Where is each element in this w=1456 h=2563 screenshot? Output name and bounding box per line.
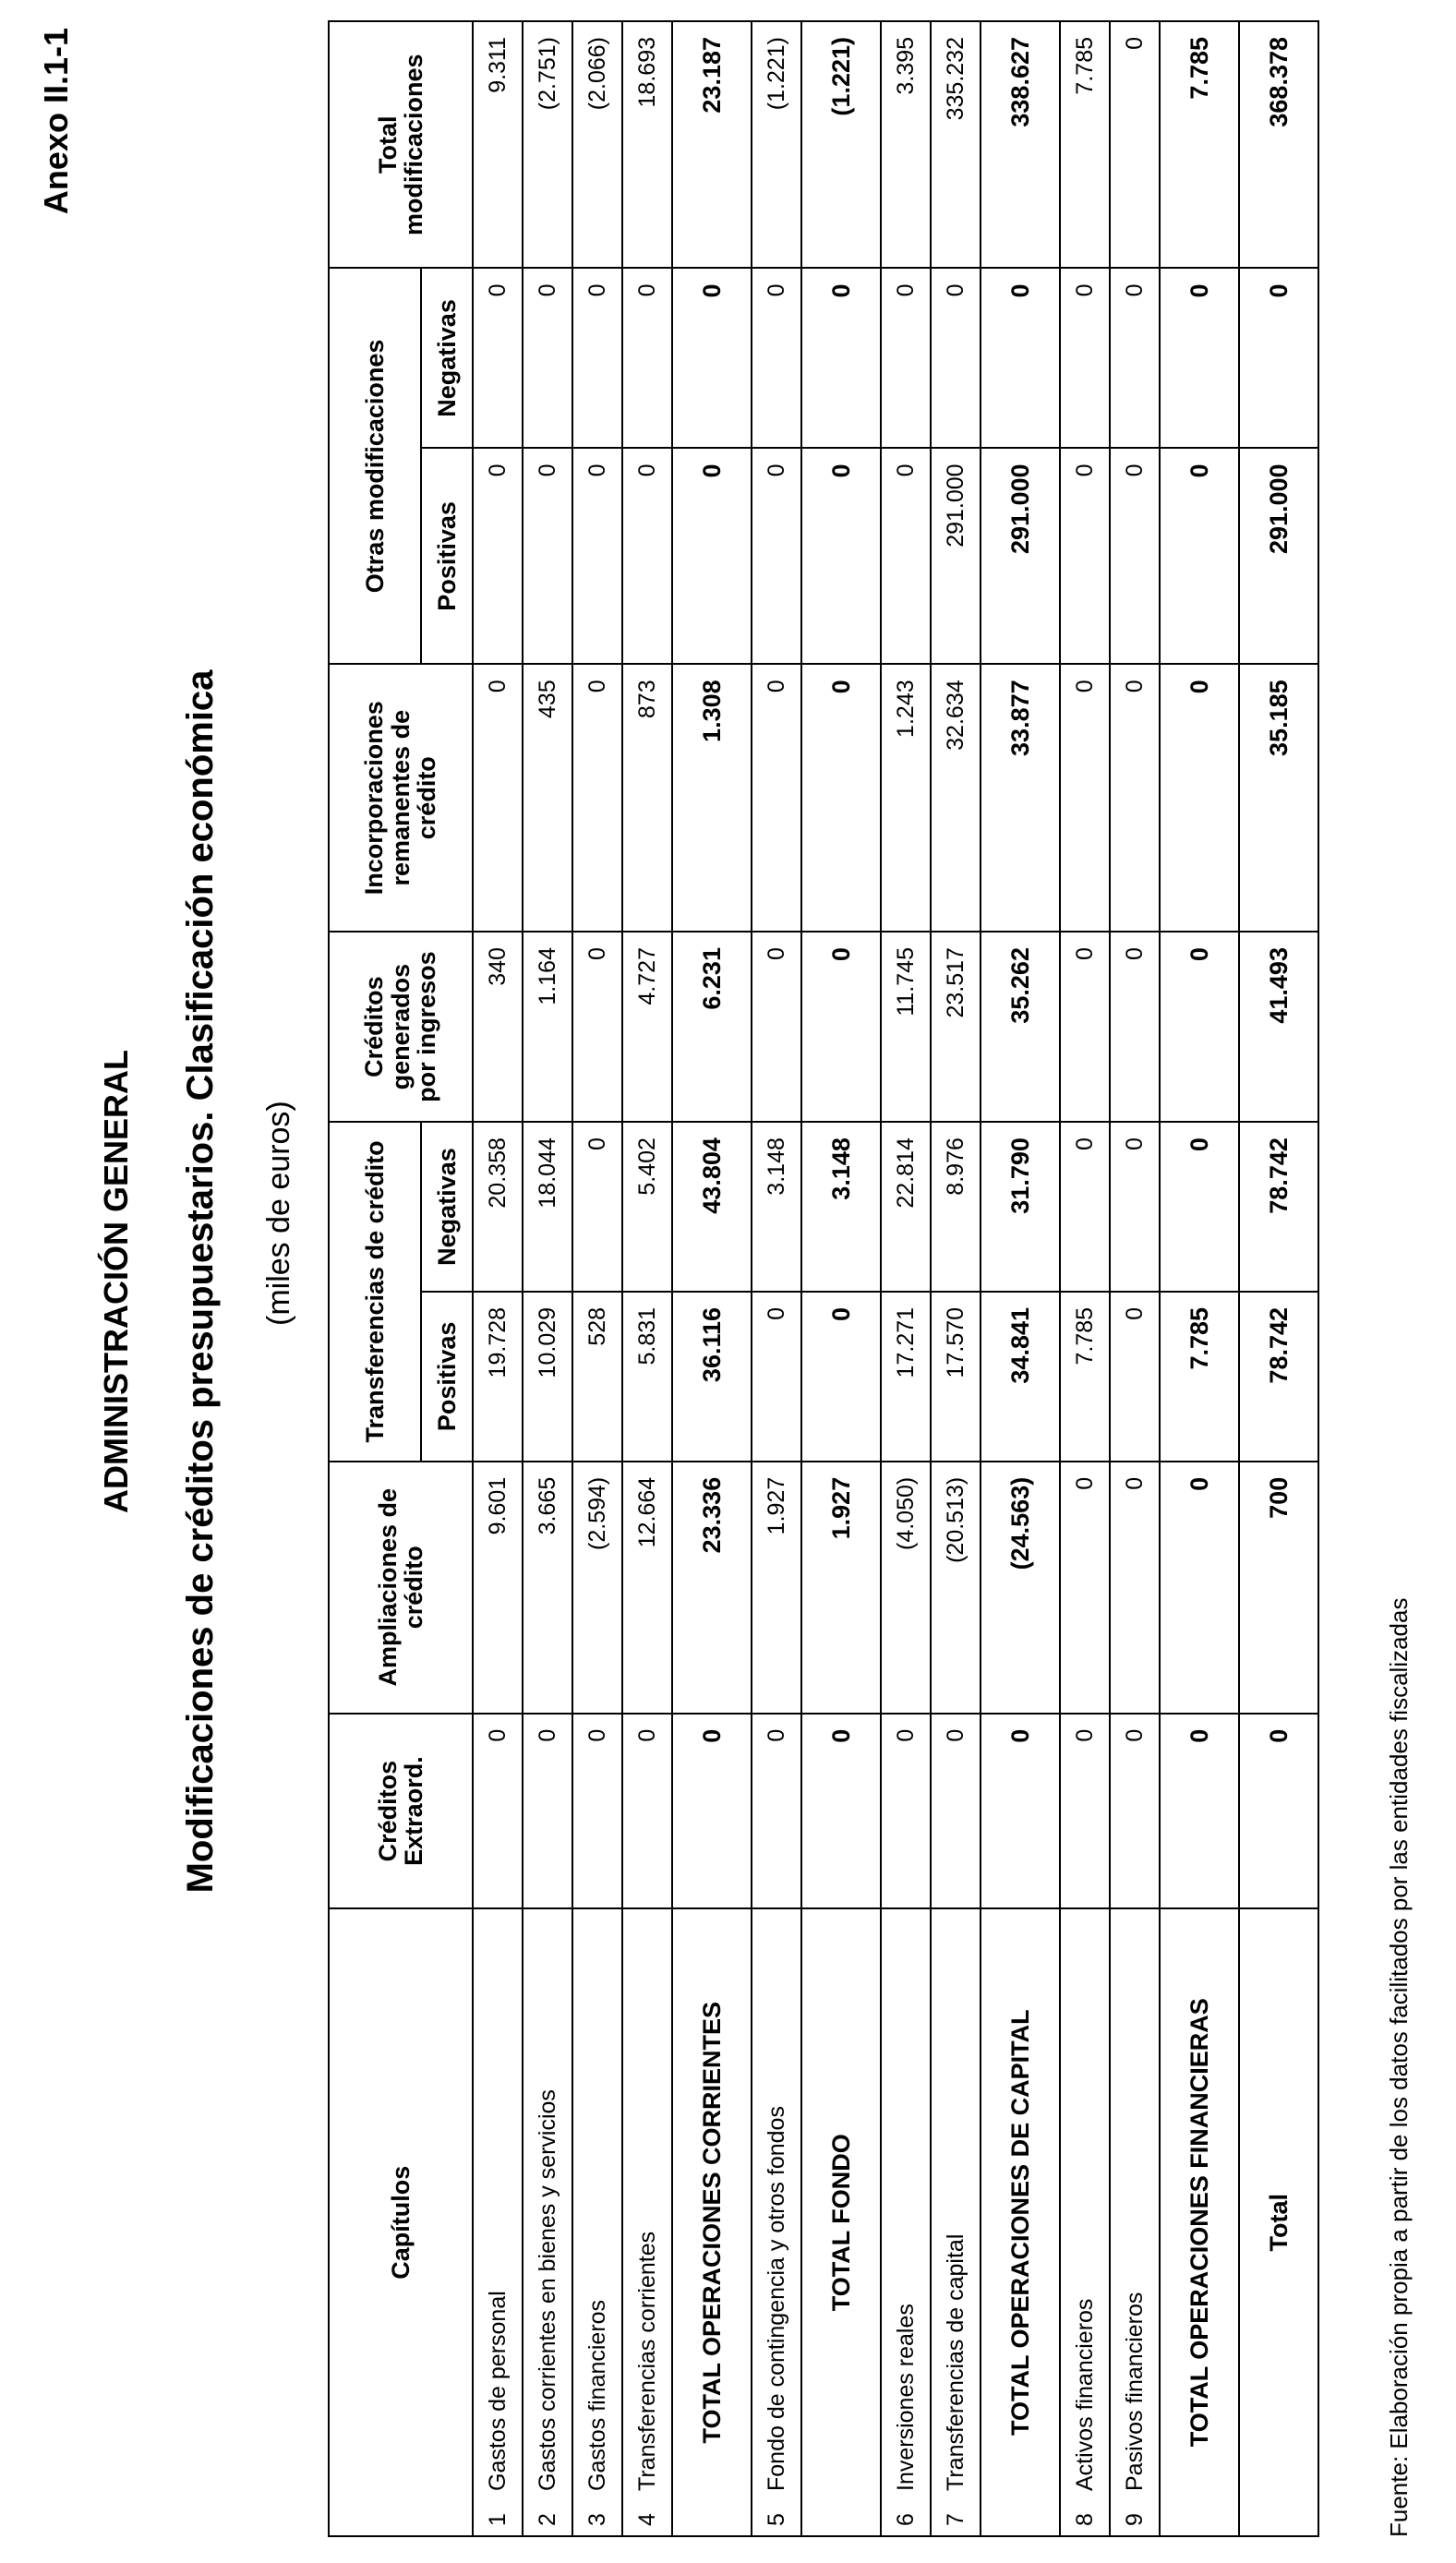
value-cell: 873 (622, 664, 672, 932)
chapter-name: Transferencias de capital (942, 2233, 969, 2491)
chapter-number: 2 (534, 2513, 560, 2526)
chapter-number: 9 (1121, 2513, 1148, 2526)
value-cell: 0 (1060, 268, 1110, 448)
value-cell: (1.221) (801, 21, 881, 268)
value-cell: 0 (931, 1714, 981, 1909)
value-cell: 1.927 (752, 1462, 801, 1714)
value-cell: 0 (1160, 448, 1239, 664)
header-ampliaciones: Ampliaciones de crédito (329, 1462, 473, 1714)
total-row (1239, 21, 1318, 2536)
chapter-number: 7 (942, 2513, 969, 2526)
value-cell: 0 (801, 1292, 881, 1462)
value-cell: 17.271 (881, 1292, 931, 1462)
value-cell: 1.927 (801, 1462, 881, 1714)
value-cell: 0 (572, 932, 622, 1122)
value-cell: 0 (801, 1714, 881, 1909)
value-cell: 0 (523, 448, 572, 664)
value-cell: 0 (572, 664, 622, 932)
value-cell: 10.029 (523, 1292, 572, 1462)
value-cell: 0 (1110, 664, 1160, 932)
value-cell: 0 (1060, 448, 1110, 664)
value-cell: 0 (1160, 1122, 1239, 1292)
value-cell: 0 (1110, 1122, 1160, 1292)
value-cell: 0 (1160, 664, 1239, 932)
row-label (672, 1908, 752, 2536)
page-subtitle: Modificaciones de créditos presupuestarios. Clasificación económica (180, 669, 221, 1894)
page-title: ADMINISTRACIÓN GENERAL (97, 1050, 135, 1513)
value-cell: 7.785 (1060, 1292, 1110, 1462)
value-cell: 7.785 (1160, 21, 1239, 268)
value-cell: 4.727 (622, 932, 672, 1122)
header-generados: Créditos generados por ingresos (329, 932, 473, 1122)
row-label (1239, 1908, 1318, 2536)
value-cell: 43.804 (672, 1122, 752, 1292)
value-cell: (2.594) (572, 1462, 622, 1714)
value-cell: 0 (1110, 268, 1160, 448)
value-cell: 34.841 (981, 1292, 1060, 1462)
value-cell: 0 (473, 268, 523, 448)
value-cell: 3.665 (523, 1462, 572, 1714)
header-total: Total modificaciones (329, 21, 473, 268)
value-cell: 0 (1160, 268, 1239, 448)
value-cell: 0 (523, 1714, 572, 1909)
value-cell: 23.517 (931, 932, 981, 1122)
table-row (523, 21, 572, 2536)
total-row (801, 21, 881, 2536)
value-cell: 0 (1239, 1714, 1318, 1909)
value-cell: 18.044 (523, 1122, 572, 1292)
value-cell: 32.634 (931, 664, 981, 932)
value-cell: 335.232 (931, 21, 981, 268)
value-cell: 0 (572, 1122, 622, 1292)
value-cell: 340 (473, 932, 523, 1122)
value-cell: 17.570 (931, 1292, 981, 1462)
value-cell: 700 (1239, 1462, 1318, 1714)
chapter-name: TOTAL FONDO (826, 2134, 855, 2312)
value-cell: 0 (1110, 1292, 1160, 1462)
value-cell: 0 (801, 268, 881, 448)
value-cell: 33.877 (981, 664, 1060, 932)
header-incorporaciones: Incorporaciones remanentes de crédito (329, 664, 473, 932)
value-cell: 528 (572, 1292, 622, 1462)
chapter-name: Gastos de personal (484, 2291, 511, 2491)
chapter-name: TOTAL OPERACIONES CORRIENTES (697, 2001, 726, 2444)
value-cell: 5.831 (622, 1292, 672, 1462)
value-cell: 19.728 (473, 1292, 523, 1462)
value-cell: 23.187 (672, 21, 752, 268)
chapter-name: Inversiones reales (892, 2304, 919, 2491)
value-cell: 291.000 (931, 448, 981, 664)
value-cell: 11.745 (881, 932, 931, 1122)
row-label (752, 1908, 801, 2536)
chapter-name: Gastos corrientes en bienes y servicios (534, 2089, 560, 2491)
value-cell: 35.185 (1239, 664, 1318, 932)
total-row (672, 21, 752, 2536)
value-cell: 12.664 (622, 1462, 672, 1714)
chapter-number: 1 (484, 2513, 511, 2526)
value-cell: 0 (1060, 932, 1110, 1122)
row-label (1160, 1908, 1239, 2536)
value-cell: 0 (981, 268, 1060, 448)
value-cell: 0 (881, 1714, 931, 1909)
value-cell: 0 (622, 268, 672, 448)
value-cell: (4.050) (881, 1462, 931, 1714)
value-cell: 0 (1110, 448, 1160, 664)
source-note: Fuente: Elaboración propia a partir de los datos facilitados por las entidades fiscalizadas (1385, 1597, 1413, 2537)
value-cell: 0 (881, 448, 931, 664)
value-cell: 36.116 (672, 1292, 752, 1462)
total-row (1160, 21, 1239, 2536)
value-cell: 0 (801, 448, 881, 664)
table-row (1060, 21, 1110, 2536)
value-cell: 23.336 (672, 1462, 752, 1714)
chapter-number: 5 (763, 2513, 789, 2526)
value-cell: 0 (931, 268, 981, 448)
value-cell: 0 (1160, 932, 1239, 1122)
header-otras-negativas: Negativas (421, 268, 473, 448)
row-label (622, 1908, 672, 2536)
value-cell: (2.066) (572, 21, 622, 268)
chapter-name: TOTAL OPERACIONES FINANCIERAS (1185, 1998, 1213, 2448)
row-label (523, 1908, 572, 2536)
table-row (1110, 21, 1160, 2536)
value-cell: 0 (622, 448, 672, 664)
units-label: (miles de euros) (261, 1101, 296, 1326)
chapter-number: 3 (584, 2513, 610, 2526)
table-row (881, 21, 931, 2536)
value-cell: 1.164 (523, 932, 572, 1122)
value-cell: 0 (622, 1714, 672, 1909)
value-cell: 7.785 (1160, 1292, 1239, 1462)
chapter-number: 8 (1071, 2513, 1098, 2526)
value-cell: 368.378 (1239, 21, 1318, 268)
value-cell: 0 (752, 932, 801, 1122)
chapter-name: Total (1264, 2193, 1293, 2252)
value-cell: 18.693 (622, 21, 672, 268)
value-cell: 291.000 (1239, 448, 1318, 664)
value-cell: 0 (881, 268, 931, 448)
value-cell: 0 (1110, 1714, 1160, 1909)
value-cell: 0 (1160, 1462, 1239, 1714)
table-row (931, 21, 981, 2536)
header-capitulos: Capítulos (329, 1908, 473, 2536)
value-cell: 31.790 (981, 1122, 1060, 1292)
value-cell: 7.785 (1060, 21, 1110, 268)
value-cell: 9.311 (473, 21, 523, 268)
value-cell: 0 (1060, 1714, 1110, 1909)
value-cell: 0 (801, 664, 881, 932)
value-cell: 0 (1060, 1462, 1110, 1714)
header-otras-positivas: Positivas (421, 448, 473, 664)
value-cell: (1.221) (752, 21, 801, 268)
value-cell: 1.243 (881, 664, 931, 932)
header-creditos-extraord: Créditos Extraord. (329, 1714, 473, 1909)
chapter-name: TOTAL OPERACIONES DE CAPITAL (1005, 2009, 1034, 2436)
value-cell: (20.513) (931, 1462, 981, 1714)
chapter-number: 6 (892, 2513, 919, 2526)
value-cell: 35.262 (981, 932, 1060, 1122)
annex-label: Anexo II.1-1 (37, 28, 75, 215)
row-label (572, 1908, 622, 2536)
value-cell: 0 (1110, 1462, 1160, 1714)
value-cell: 0 (752, 268, 801, 448)
row-label (473, 1908, 523, 2536)
table-body (473, 21, 1318, 2536)
value-cell: 0 (1060, 664, 1110, 932)
value-cell: 0 (523, 268, 572, 448)
value-cell: 0 (672, 268, 752, 448)
row-label (801, 1908, 881, 2536)
header-transferencias-negativas: Negativas (421, 1122, 473, 1292)
value-cell: 78.742 (1239, 1122, 1318, 1292)
value-cell: 3.395 (881, 21, 931, 268)
value-cell: 0 (752, 1714, 801, 1909)
value-cell: 9.601 (473, 1462, 523, 1714)
header-transferencias-positivas: Positivas (421, 1292, 473, 1462)
row-label (1110, 1908, 1160, 2536)
value-cell: 1.308 (672, 664, 752, 932)
value-cell: 338.627 (981, 21, 1060, 268)
modifications-table (328, 20, 1319, 2537)
value-cell: 41.493 (1239, 932, 1318, 1122)
value-cell: 0 (1160, 1714, 1239, 1909)
chapter-name: Fondo de contingencia y otros fondos (763, 2106, 789, 2491)
value-cell: 0 (981, 1714, 1060, 1909)
table-row (473, 21, 523, 2536)
value-cell: 78.742 (1239, 1292, 1318, 1462)
value-cell: 0 (1110, 932, 1160, 1122)
value-cell: 0 (572, 448, 622, 664)
value-cell: (2.751) (523, 21, 572, 268)
row-label (931, 1908, 981, 2536)
value-cell: 8.976 (931, 1122, 981, 1292)
row-label (981, 1908, 1060, 2536)
value-cell: 0 (1110, 21, 1160, 268)
table-row (622, 21, 672, 2536)
chapter-number: 4 (633, 2513, 660, 2526)
value-cell: 0 (473, 664, 523, 932)
value-cell: 0 (473, 1714, 523, 1909)
value-cell: 0 (801, 932, 881, 1122)
value-cell: 0 (672, 448, 752, 664)
value-cell: 0 (473, 448, 523, 664)
chapter-name: Gastos financieros (584, 2299, 610, 2491)
value-cell: 20.358 (473, 1122, 523, 1292)
chapter-name: Pasivos financieros (1121, 2292, 1148, 2491)
value-cell: 5.402 (622, 1122, 672, 1292)
value-cell: 0 (572, 268, 622, 448)
header-otras: Otras modificaciones (329, 268, 421, 664)
chapter-name: Activos financieros (1071, 2298, 1098, 2491)
value-cell: 3.148 (752, 1122, 801, 1292)
total-row (981, 21, 1060, 2536)
value-cell: 0 (1060, 1122, 1110, 1292)
value-cell: (24.563) (981, 1462, 1060, 1714)
row-label (1060, 1908, 1110, 2536)
value-cell: 435 (523, 664, 572, 932)
value-cell: 3.148 (801, 1122, 881, 1292)
value-cell: 0 (1239, 268, 1318, 448)
value-cell: 0 (752, 448, 801, 664)
row-label (881, 1908, 931, 2536)
value-cell: 0 (752, 1292, 801, 1462)
value-cell: 291.000 (981, 448, 1060, 664)
value-cell: 22.814 (881, 1122, 931, 1292)
value-cell: 0 (572, 1714, 622, 1909)
table-row (572, 21, 622, 2536)
header-transferencias: Transferencias de crédito (329, 1122, 421, 1462)
value-cell: 6.231 (672, 932, 752, 1122)
value-cell: 0 (672, 1714, 752, 1909)
chapter-name: Transferencias corrientes (633, 2231, 660, 2491)
table-row (752, 21, 801, 2536)
value-cell: 0 (752, 664, 801, 932)
